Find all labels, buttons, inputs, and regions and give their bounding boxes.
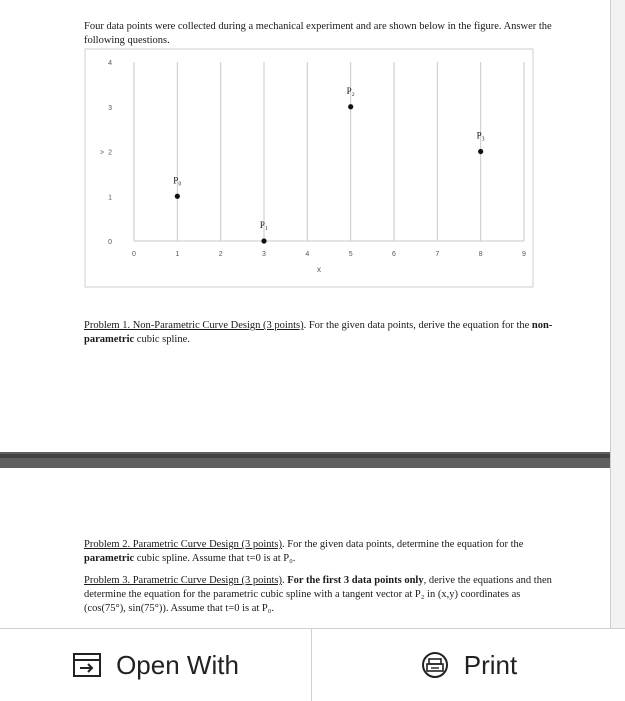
document-page-2 (14, 468, 611, 628)
problem-1-title: Problem 1. Non-Parametric Curve Design (3 points) (84, 320, 304, 331)
problem-3-text-b: , derive the equations and then determine the equation for the parametric cubic spline with a tangent vector at P₂ in (x,y) coordinates as (cos(75°), sin(75°)). Assume that t=0 is at P₀. (84, 575, 552, 614)
print-button[interactable] (312, 629, 625, 701)
x-tick-label: 7 (435, 251, 440, 258)
problem-1 (84, 319, 554, 347)
print-label: Print (463, 649, 518, 680)
x-axis-label: x (317, 265, 321, 274)
x-tick-label: 5 (348, 251, 353, 258)
scatter-chart (84, 48, 534, 293)
data-point-label: P₁ (259, 220, 269, 230)
data-point (478, 149, 483, 154)
y-axis-label: > (99, 149, 104, 157)
print-icon (420, 651, 450, 679)
y-tick-label: 1 (108, 194, 112, 202)
x-tick-label: 2 (218, 251, 223, 258)
y-tick-label: 4 (108, 60, 112, 67)
open-with-label: Open With (116, 649, 239, 680)
data-point-label: P₂ (346, 85, 355, 96)
x-tick-label: 3 (262, 251, 266, 258)
problem-2 (84, 538, 554, 566)
problem-3-bold: For the first 3 data points only (287, 575, 424, 586)
problem-1-text-a: . For the given data points, derive the equation for the (303, 320, 532, 331)
x-tick-label: 6 (392, 251, 396, 258)
document-page-1 (14, 0, 611, 452)
y-tick-label: 3 (108, 104, 112, 112)
intro-text: Four data points were collected during a mechanical experiment and are shown below in the figure. Answer the following questions. (84, 21, 552, 46)
problem-2-title: Problem 2. Parametric Curve Design (3 points) (84, 539, 283, 550)
y-tick-label: 0 (108, 239, 112, 246)
x-tick-label: 4 (305, 251, 310, 258)
data-point-label: P₀ (173, 175, 182, 186)
open-with-button[interactable] (0, 629, 312, 701)
problem-1-text-b: cubic spline. (134, 334, 190, 345)
data-point (175, 194, 180, 199)
bottom-toolbar (0, 628, 625, 701)
x-tick-label: 1 (175, 251, 180, 258)
problem-3-text-a: . (282, 575, 288, 586)
data-point-label: P₃ (476, 130, 485, 141)
problem-2-text-b: cubic spline. Assume that t=0 is at P₀. (134, 553, 296, 564)
x-tick-label: 8 (478, 251, 483, 258)
problem-2-text-a: . For the given data points, determine the equation for the (282, 539, 524, 550)
page-separator (0, 452, 625, 468)
problem-2-bold: parametric (84, 553, 135, 564)
x-tick-label: 9 (522, 251, 526, 258)
y-tick-label: 2 (108, 149, 112, 157)
x-tick-label: 0 (132, 251, 136, 258)
scrollbar-track[interactable] (610, 0, 625, 628)
problem-1-bold: non-parametric (84, 320, 553, 345)
data-point (348, 104, 353, 109)
problem-3 (84, 574, 554, 616)
open-with-icon (72, 651, 102, 679)
problem-3-title: Problem 3. Parametric Curve Design (3 points) (84, 575, 283, 586)
data-point (261, 238, 266, 243)
chart-svg (84, 48, 534, 288)
